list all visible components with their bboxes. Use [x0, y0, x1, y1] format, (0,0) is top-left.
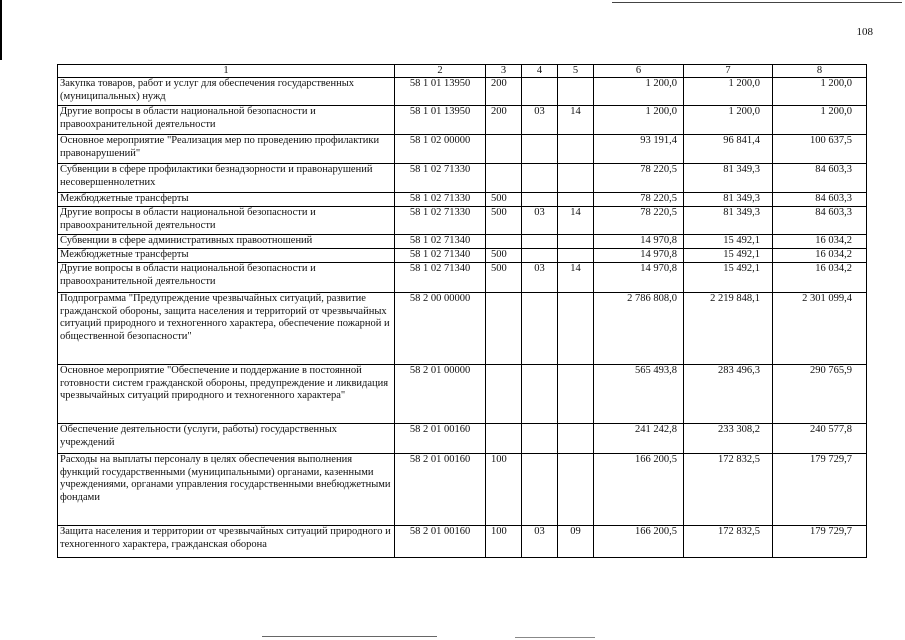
section [522, 249, 558, 263]
table-row [58, 164, 867, 193]
expense-type: 500 [486, 207, 522, 235]
amount-year-3: 16 034,2 [773, 249, 867, 263]
column-header: 1 [58, 65, 395, 78]
table-row [58, 249, 867, 263]
target-article-code: 58 1 02 71340 [395, 263, 486, 293]
subsection [558, 365, 594, 424]
expense-type [486, 235, 522, 249]
amount-year-3: 84 603,3 [773, 207, 867, 235]
amount-year-3: 179 729,7 [773, 526, 867, 558]
target-article-code: 58 1 02 71340 [395, 235, 486, 249]
amount-year-2: 81 349,3 [684, 164, 773, 193]
expense-type: 500 [486, 193, 522, 207]
amount-year-1: 166 200,5 [594, 454, 684, 526]
row-name: Основное мероприятие "Обеспечение и поддержание в постоянной готовности систем гражданской обороны, предупреждение и ликвидация чрезвычайных ситуаций природного и техногенного характера" [58, 365, 395, 424]
subsection [558, 293, 594, 365]
subsection: 14 [558, 263, 594, 293]
table-row [58, 365, 867, 424]
amount-year-2: 1 200,0 [684, 106, 773, 135]
amount-year-3: 1 200,0 [773, 78, 867, 106]
budget-table [57, 64, 867, 558]
row-name: Основное мероприятие "Реализация мер по проведению профилактики правонарушений" [58, 135, 395, 164]
target-article-code: 58 1 02 71330 [395, 164, 486, 193]
row-name: Обеспечение деятельности (услуги, работы) государственных учреждений [58, 424, 395, 454]
amount-year-1: 14 970,8 [594, 249, 684, 263]
amount-year-3: 179 729,7 [773, 454, 867, 526]
row-name: Расходы на выплаты персоналу в целях обеспечения выполнения функций государственными (муниципальными) органами, казенными учреждениями, органами управления государственными внебюджетными фондами [58, 454, 395, 526]
amount-year-3: 290 765,9 [773, 365, 867, 424]
row-name: Другие вопросы в области национальной безопасности и правоохранительной деятельности [58, 207, 395, 235]
target-article-code: 58 1 02 00000 [395, 135, 486, 164]
section [522, 454, 558, 526]
amount-year-1: 78 220,5 [594, 193, 684, 207]
amount-year-2: 15 492,1 [684, 235, 773, 249]
amount-year-2: 233 308,2 [684, 424, 773, 454]
amount-year-1: 1 200,0 [594, 106, 684, 135]
subsection [558, 454, 594, 526]
column-header: 2 [395, 65, 486, 78]
page-number: 108 [856, 26, 873, 38]
section [522, 78, 558, 106]
target-article-code: 58 2 01 00160 [395, 526, 486, 558]
subsection [558, 135, 594, 164]
section [522, 293, 558, 365]
section [522, 164, 558, 193]
scan-edge-bottom [262, 636, 437, 637]
row-name: Межбюджетные трансферты [58, 249, 395, 263]
amount-year-1: 14 970,8 [594, 235, 684, 249]
amount-year-1: 78 220,5 [594, 207, 684, 235]
scan-edge-bottom-2 [515, 637, 595, 638]
amount-year-1: 241 242,8 [594, 424, 684, 454]
section [522, 135, 558, 164]
amount-year-2: 172 832,5 [684, 526, 773, 558]
amount-year-3: 1 200,0 [773, 106, 867, 135]
column-header: 6 [594, 65, 684, 78]
subsection: 09 [558, 526, 594, 558]
row-name: Субвенции в сфере профилактики безнадзорности и правонарушений несовершеннолетних [58, 164, 395, 193]
row-name: Другие вопросы в области национальной безопасности и правоохранительной деятельности [58, 263, 395, 293]
row-name: Закупка товаров, работ и услуг для обеспечения государственных (муниципальных) нужд [58, 78, 395, 106]
section: 03 [522, 207, 558, 235]
amount-year-3: 84 603,3 [773, 164, 867, 193]
amount-year-1: 2 786 808,0 [594, 293, 684, 365]
amount-year-1: 1 200,0 [594, 78, 684, 106]
section [522, 193, 558, 207]
table-body [58, 65, 867, 558]
scan-edge-top [612, 2, 902, 3]
column-header: 8 [773, 65, 867, 78]
subsection [558, 235, 594, 249]
target-article-code: 58 1 02 71340 [395, 249, 486, 263]
amount-year-2: 1 200,0 [684, 78, 773, 106]
expense-type: 100 [486, 526, 522, 558]
expense-type [486, 164, 522, 193]
expense-type: 200 [486, 78, 522, 106]
expense-type: 200 [486, 106, 522, 135]
expense-type: 500 [486, 249, 522, 263]
row-name: Подпрограмма "Предупреждение чрезвычайных ситуаций, развитие гражданской обороны, защита населения и территорий от чрезвычайных ситуаций природного и техногенного характера, обеспечение пожарной и общественной безопасности" [58, 293, 395, 365]
amount-year-2: 15 492,1 [684, 263, 773, 293]
amount-year-3: 84 603,3 [773, 193, 867, 207]
subsection [558, 249, 594, 263]
section: 03 [522, 526, 558, 558]
table-row [58, 193, 867, 207]
expense-type [486, 135, 522, 164]
target-article-code: 58 2 01 00160 [395, 454, 486, 526]
column-header: 5 [558, 65, 594, 78]
expense-type [486, 424, 522, 454]
target-article-code: 58 1 02 71330 [395, 207, 486, 235]
amount-year-1: 565 493,8 [594, 365, 684, 424]
amount-year-1: 14 970,8 [594, 263, 684, 293]
row-name: Другие вопросы в области национальной безопасности и правоохранительной деятельности [58, 106, 395, 135]
subsection: 14 [558, 106, 594, 135]
amount-year-3: 16 034,2 [773, 263, 867, 293]
table-row [58, 424, 867, 454]
table-row [58, 207, 867, 235]
target-article-code: 58 2 01 00160 [395, 424, 486, 454]
table-row [58, 78, 867, 106]
table-row [58, 293, 867, 365]
amount-year-2: 15 492,1 [684, 249, 773, 263]
amount-year-3: 240 577,8 [773, 424, 867, 454]
target-article-code: 58 2 01 00000 [395, 365, 486, 424]
table-header-row [58, 65, 867, 78]
amount-year-1: 93 191,4 [594, 135, 684, 164]
amount-year-2: 283 496,3 [684, 365, 773, 424]
section: 03 [522, 106, 558, 135]
table-row [58, 526, 867, 558]
table-row [58, 263, 867, 293]
section: 03 [522, 263, 558, 293]
column-header: 7 [684, 65, 773, 78]
amount-year-2: 81 349,3 [684, 193, 773, 207]
subsection [558, 424, 594, 454]
table-row [58, 135, 867, 164]
amount-year-2: 2 219 848,1 [684, 293, 773, 365]
subsection [558, 193, 594, 207]
section [522, 365, 558, 424]
amount-year-2: 81 349,3 [684, 207, 773, 235]
table-row [58, 454, 867, 526]
scan-edge-left [0, 0, 2, 60]
column-header: 3 [486, 65, 522, 78]
amount-year-1: 78 220,5 [594, 164, 684, 193]
target-article-code: 58 1 01 13950 [395, 106, 486, 135]
section [522, 235, 558, 249]
expense-type [486, 365, 522, 424]
amount-year-2: 172 832,5 [684, 454, 773, 526]
expense-type: 500 [486, 263, 522, 293]
subsection: 14 [558, 207, 594, 235]
table-row [58, 106, 867, 135]
target-article-code: 58 1 01 13950 [395, 78, 486, 106]
amount-year-2: 96 841,4 [684, 135, 773, 164]
row-name: Субвенции в сфере административных правоотношений [58, 235, 395, 249]
row-name: Межбюджетные трансферты [58, 193, 395, 207]
amount-year-3: 100 637,5 [773, 135, 867, 164]
target-article-code: 58 1 02 71330 [395, 193, 486, 207]
column-header: 4 [522, 65, 558, 78]
target-article-code: 58 2 00 00000 [395, 293, 486, 365]
amount-year-3: 2 301 099,4 [773, 293, 867, 365]
subsection [558, 78, 594, 106]
subsection [558, 164, 594, 193]
section [522, 424, 558, 454]
amount-year-1: 166 200,5 [594, 526, 684, 558]
table-row [58, 235, 867, 249]
expense-type: 100 [486, 454, 522, 526]
expense-type [486, 293, 522, 365]
amount-year-3: 16 034,2 [773, 235, 867, 249]
row-name: Защита населения и территории от чрезвычайных ситуаций природного и техногенного характера, гражданская оборона [58, 526, 395, 558]
